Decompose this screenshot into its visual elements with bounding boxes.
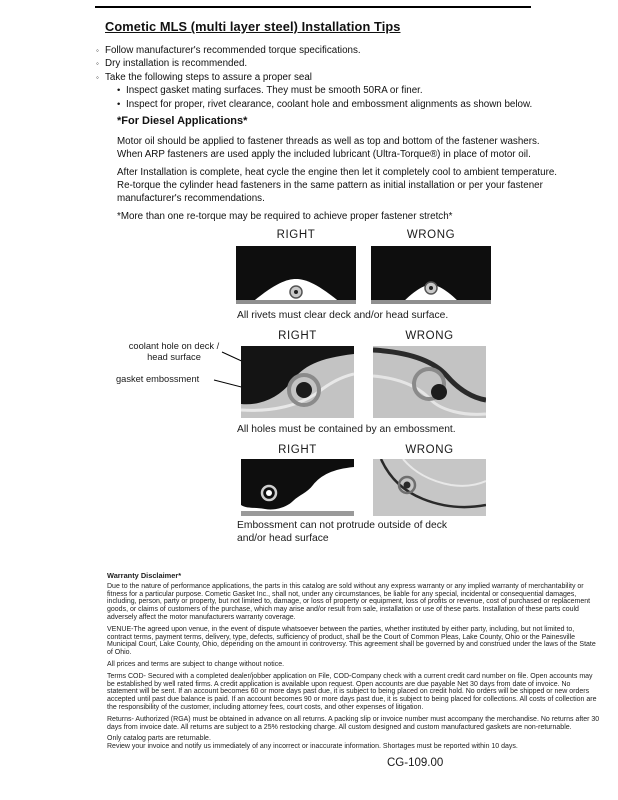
list-item xyxy=(96,71,532,84)
rivet-clearance-wrong-image xyxy=(371,246,491,304)
row1-wrong-label: WRONG xyxy=(406,229,456,241)
row2-wrong-label: WRONG xyxy=(405,330,454,342)
warranty-disclaimer xyxy=(107,572,600,755)
dot-bullet-icon: • xyxy=(117,98,121,110)
document-code: CG-109.00 xyxy=(387,757,444,769)
circle-bullet-icon: ◦ xyxy=(96,72,99,82)
disclaimer-paragraph: All prices and terms are subject to change without notice. xyxy=(107,660,285,668)
row3-wrong-label: WRONG xyxy=(405,444,454,456)
tip-text: Take the following steps to assure a proper seal xyxy=(105,71,312,83)
list-item xyxy=(117,84,532,97)
row3-right-label: RIGHT xyxy=(278,444,317,456)
circle-bullet-icon: ◦ xyxy=(96,46,99,55)
disclaimer-paragraph: Only catalog parts are returnable. xyxy=(107,735,211,743)
diesel-paragraph-oil: Motor oil should be applied to fastener threads as well as top and bottom of the fastener washers. When ARP fasteners are used apply the included lubricant (Ultra-Torque®) in place of motor oil. xyxy=(117,136,540,160)
gasket-embossment-callout: gasket embossment xyxy=(116,374,200,384)
tip-text: Dry installation is recommended. xyxy=(105,58,248,70)
circle-bullet-icon: ◦ xyxy=(96,59,99,69)
rivet-clearance-right-image xyxy=(236,246,356,304)
retorque-note: *More than one re-torque may be required to achieve proper fastener stretch* xyxy=(117,211,453,222)
disclaimer-paragraph: Review your invoice and notify us immediately of any incorrect or inaccurate information. Shortages must be reported within 10 days. xyxy=(107,743,518,751)
disclaimer-paragraph: Due to the nature of performance applications, the parts in this catalog are sold without any express warranty or any implied warranty of merchantability or fitness for a particular purpose. Cometic Gasket Inc., shall not, under any circumstances, be liable for any special, incidental or consequential damages, including, person, party or property, but not limited to, damage, or loss of property or equipment, loss of profits or revenue, cost of purchased or replacement goods, or claims of customers of the purchase, which may arise and/or result from sale, installation or use of these parts. Installation of these parts could adversely affect the motor manufacturers warranty coverage. xyxy=(107,582,591,621)
disclaimer-paragraph: VENUE-The agreed upon venue, in the event of dispute whatsoever between the parties, whether instituted by either party, including, but not limited to, contract terms, payment terms, delivery, type, defects, sufficiency of product, shall be the Court of Common Pleas, Lake County, Ohio or the Painesville Municipal Court, Lake County, Ohio, depending on the amount in controversy. This agreement shall be governed by and construed under the laws of the State of Ohio. xyxy=(107,625,596,657)
tip-text: Inspect gasket mating surfaces. They must be smooth 50RA or finer. xyxy=(126,85,423,97)
diesel-applications-heading: *For Diesel Applications* xyxy=(117,115,248,127)
tip-text: Inspect for proper, rivet clearance, coolant hole and embossment alignments as shown below. xyxy=(126,98,533,110)
row1-right-label: RIGHT xyxy=(276,229,316,241)
row1-caption: All rivets must clear deck and/or head surface. xyxy=(237,310,449,321)
disclaimer-paragraph: Terms COD- Secured with a completed dealer/jobber application on File, COD-Company check with a current credit card number on file. Open accounts may be established by well rated firms. A credit application is available upon request. Open accounts are due payable Net 30 days from date of invoice. No statement will be sent. If an account becomes 60 or more days past due, it is subject to being placed on credit hold. No orders will be shipped or new orders accepted until past due balance is paid. If an account becomes 90 or more days past due, it is subject to being placed for collections. All costs of collection are the responsibility of the customer, including attorney fees, court costs, and other expenses of litigation. xyxy=(107,672,597,711)
page-title: Cometic MLS (multi layer steel) Installation Tips xyxy=(105,19,401,34)
embossment-wrong-image xyxy=(373,459,486,516)
list-item xyxy=(96,57,532,70)
row2-caption: All holes must be contained by an embossment. xyxy=(237,424,456,435)
disclaimer-paragraph: Returns- Authorized (RGA) must be obtained in advance on all returns. A packing slip or invoice number must accompany the merchandise. No returns after 30 days from invoice date. All returns are subject to a 25% restocking charge. All custom designed and custom manufactured gaskets are non-returnable. xyxy=(107,715,600,731)
embossment-right-image xyxy=(241,459,354,516)
list-item xyxy=(96,44,532,57)
coolant-hole-right-image xyxy=(241,346,354,418)
tips-list xyxy=(96,44,532,111)
disclaimer-heading: Warranty Disclaimer* xyxy=(107,571,182,580)
tip-text: Follow manufacturer's recommended torque specifications. xyxy=(105,45,361,56)
coolant-hole-wrong-image xyxy=(373,346,486,418)
top-divider xyxy=(95,6,531,8)
dot-bullet-icon: • xyxy=(117,85,121,97)
row2-right-label: RIGHT xyxy=(278,330,317,342)
list-item xyxy=(117,98,532,111)
diesel-paragraph-retorque: After Installation is complete, heat cycle the engine then let it completely cool to ambient temperature. Re-torque the cylinder head fasteners in the same pattern as initial installation or per your fastener manufacturer's recommendations. xyxy=(117,167,558,204)
coolant-hole-callout: coolant hole on deck / head surface xyxy=(128,341,220,362)
row3-caption: Embossment can not protrude outside of deck and/or head surface xyxy=(237,520,448,544)
